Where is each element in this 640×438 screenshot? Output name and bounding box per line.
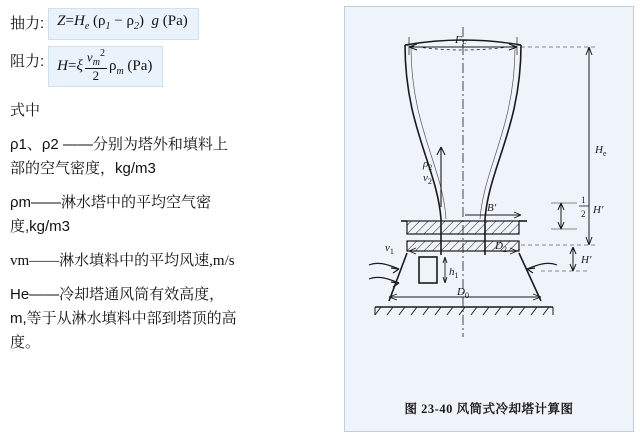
paragraph-he-line-2: m,等于从淋水填料中部到塔顶的高 [10, 309, 237, 327]
label-half-h-variable: H′ [593, 204, 604, 216]
formula-label-resistance: 阻力: [10, 53, 45, 70]
sym-rho-1: ρ [98, 13, 106, 29]
label-rho2: $\rho_2$ [423, 158, 433, 172]
formula-box-buoyancy [48, 8, 199, 40]
label-d0: $D_0$ [457, 286, 469, 300]
fraction-numerator [85, 49, 107, 69]
paragraph-vm-line-1: vm——淋水填料中的平均风速,m/s [10, 252, 235, 269]
formula-expression-buoyancy [57, 13, 188, 32]
paragraph-rhom-line-2: 度,kg/m3 [10, 217, 71, 235]
sym-xi: ξ [76, 57, 83, 74]
figure-caption: 图 23-40 风筒式冷却塔计算图 [404, 402, 574, 416]
sym-v-sub: m [92, 56, 100, 68]
formula-row-resistance [10, 46, 332, 87]
label-b-prime: B′ [487, 202, 497, 214]
paragraph-rho-definition [10, 133, 332, 181]
sym-rparen-1: ) [139, 13, 144, 29]
label-top-width: $F_F$ [455, 34, 467, 48]
sym-lparen-1: ( [93, 13, 99, 29]
fraction-denominator: 2 [92, 68, 100, 84]
label-half-h-numerator: 1 [581, 195, 586, 205]
sym-pa-1: (Pa) [162, 13, 188, 29]
sym-g: g [151, 13, 159, 29]
paragraph-shizhong: 式中 [10, 101, 41, 119]
sym-Z: Z [57, 13, 66, 29]
sym-v: v [86, 49, 93, 65]
label-v2: $v_2$ [423, 172, 432, 186]
sym-rho2-sub: 2 [134, 21, 139, 32]
paragraph-he-line-1: He——冷却塔通风筒有效高度， [10, 285, 225, 303]
formula-box-resistance [48, 46, 163, 87]
label-h-prime-right: H′ [581, 254, 592, 266]
tower-basin [375, 221, 553, 315]
label-half-h-denominator: 2 [581, 209, 586, 219]
formula-row-buoyancy [10, 8, 332, 40]
label-effective-height: $H_e$ [595, 144, 607, 158]
paragraph-rho-line-1: ρ1、ρ2 ——分别为塔外和填料上 [10, 135, 228, 153]
sym-v-sup: 2 [99, 48, 105, 59]
sym-rho1-sub: 1 [105, 21, 111, 32]
paragraph-vm-definition [10, 249, 332, 273]
paragraph-he-line-3: 度。 [10, 333, 41, 351]
sym-H-1: H [73, 13, 85, 29]
sym-eq-1: = [65, 13, 74, 29]
paragraph-rhom-definition [10, 191, 332, 239]
dimension-h1 [443, 257, 447, 283]
paragraph-rho-line-2: 部的空气密度，kg/m3 [10, 159, 156, 177]
label-d2: $D_2$ [495, 240, 507, 254]
dimension-effective-height [521, 47, 597, 245]
sym-rho-m-sub: m [116, 65, 124, 77]
formula-expression-resistance [57, 48, 153, 84]
dimension-half-h-prime [551, 203, 577, 229]
label-h1: $h_1$ [449, 266, 459, 280]
fraction-v-squared-over-two [85, 49, 107, 84]
paragraph-rhom-line-1: ρm——淋水塔中的平均空气密 [10, 193, 212, 211]
sym-rho-m: ρ [108, 57, 117, 74]
sym-rho-2: ρ [126, 13, 134, 29]
sym-pa-2: (Pa) [127, 57, 153, 74]
sym-He-sub: e [84, 21, 90, 32]
sym-H-2: H [57, 57, 69, 74]
sym-minus: − [114, 13, 123, 29]
cooling-tower-diagram [345, 7, 633, 431]
formula-label-buoyancy: 抽力: [10, 15, 45, 32]
label-v1: $v_1$ [385, 242, 394, 256]
paragraph-he-definition [10, 283, 332, 355]
figure-panel [344, 6, 634, 432]
sym-eq-2: = [68, 57, 77, 74]
